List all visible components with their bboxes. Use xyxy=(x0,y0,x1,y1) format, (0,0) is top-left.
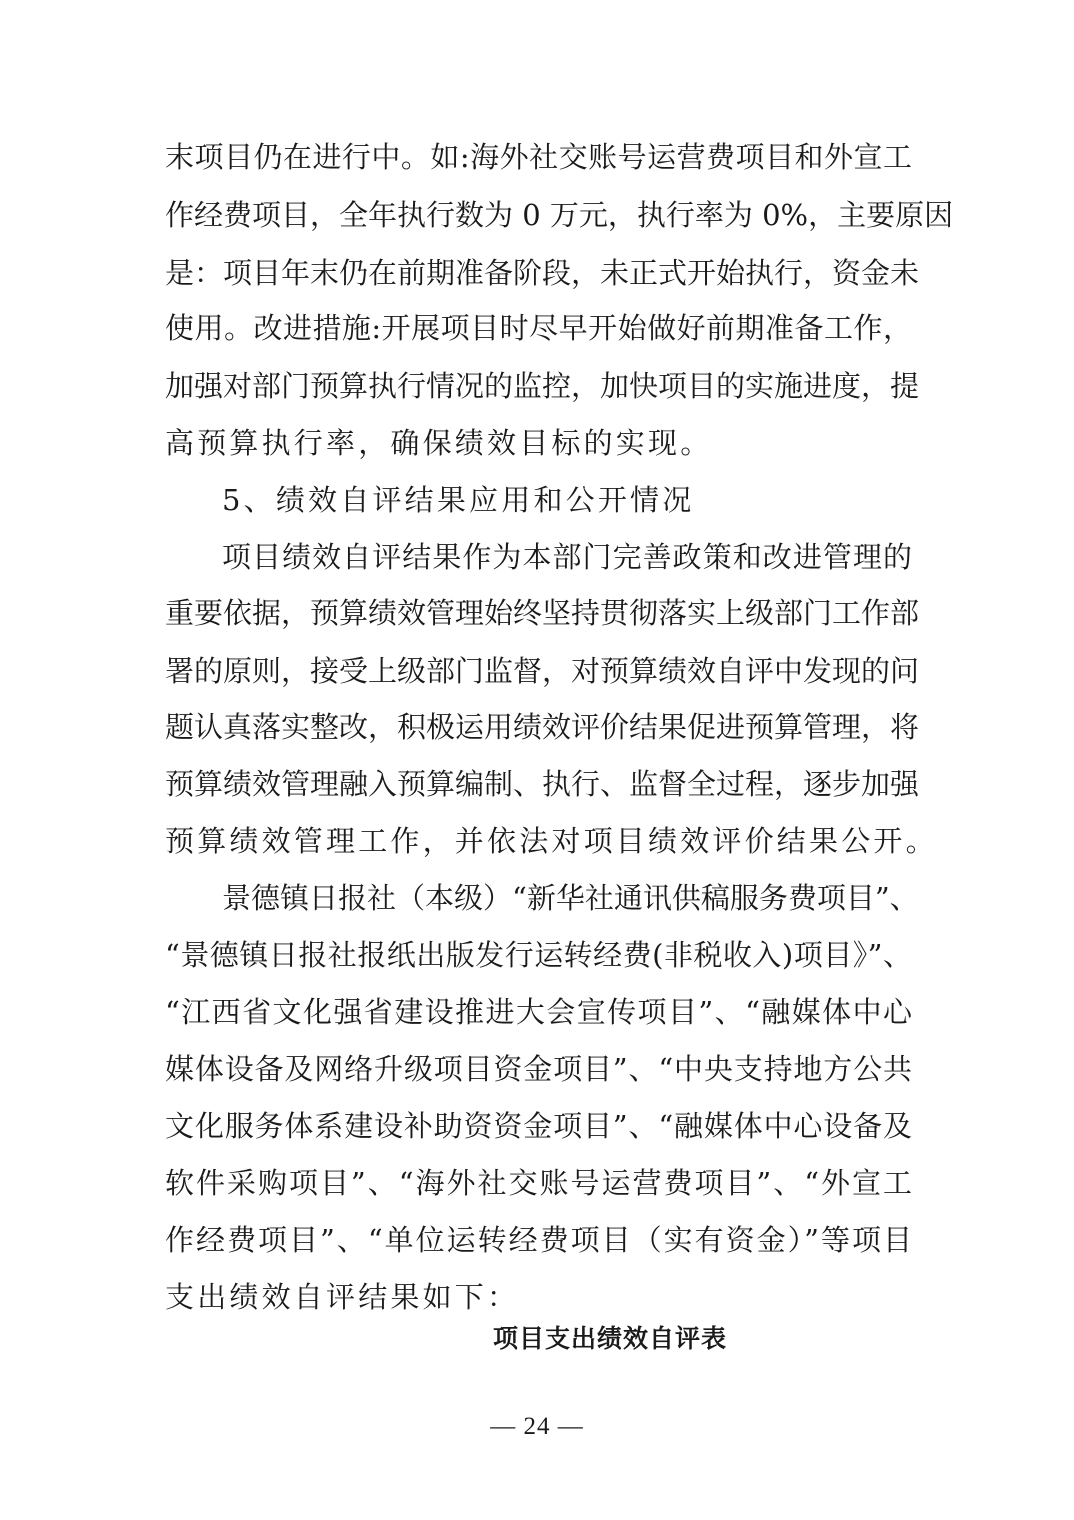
body-text-line: “景德镇日报社报纸出版发行运转经费(非税收入)项目》”、 xyxy=(165,938,912,972)
body-text-line: 景德镇日报社（本级）“新华社通讯供稿服务费项目”、 xyxy=(222,881,919,915)
body-text-line: 软件采购项目”、“海外社交账号运营费项目”、“外宣工 xyxy=(165,1166,912,1200)
body-text-line: “江西省文化强省建设推进大会宣传项目”、“融媒体中心 xyxy=(165,995,912,1029)
body-text-line: 题认真落实整改，积极运用绩效评价结果促进预算管理，将 xyxy=(165,710,920,744)
body-text-line: 支出绩效自评结果如下： xyxy=(165,1280,520,1314)
body-text-line: 作经费项目”、“单位运转经费项目（实有资金）”等项目 xyxy=(165,1223,912,1257)
body-text-line: 加强对部门预算执行情况的监控，加快项目的实施进度，提 xyxy=(165,369,920,403)
section-heading: 5、绩效自评结果应用和公开情况 xyxy=(222,483,695,517)
body-text-line: 高预算执行率，确保绩效目标的实现。 xyxy=(165,426,713,460)
page-number: — 24 — xyxy=(490,1413,584,1440)
body-text-line: 预算绩效管理融入预算编制、执行、监督全过程，逐步加强 xyxy=(165,767,920,801)
body-text-line: 末项目仍在进行中。如:海外社交账号运营费项目和外宣工 xyxy=(165,140,912,174)
body-text-line: 重要依据，预算绩效管理始终坚持贯彻落实上级部门工作部 xyxy=(165,596,920,630)
body-text-line: 是：项目年末仍在前期准备阶段，未正式开始执行，资金未 xyxy=(165,256,920,290)
body-text-line: 使用。改进措施:开展项目时尽早开始做好前期准备工作， xyxy=(165,311,912,345)
body-text-line: 文化服务体系建设补助资资金项目”、“融媒体中心设备及 xyxy=(165,1109,912,1143)
table-title: 项目支出绩效自评表 xyxy=(492,1324,727,1353)
body-text-line: 媒体设备及网络升级项目资金项目”、“中央支持地方公共 xyxy=(165,1052,912,1086)
body-text-line: 署的原则，接受上级部门监督，对预算绩效自评中发现的问 xyxy=(165,654,920,688)
body-text-line: 作经费项目，全年执行数为 0 万元，执行率为 0%，主要原因 xyxy=(165,198,954,232)
body-text-line: 项目绩效自评结果作为本部门完善政策和改进管理的 xyxy=(222,540,912,574)
body-text-line: 预算绩效管理工作，并依法对项目绩效评价结果公开。 xyxy=(165,824,938,858)
